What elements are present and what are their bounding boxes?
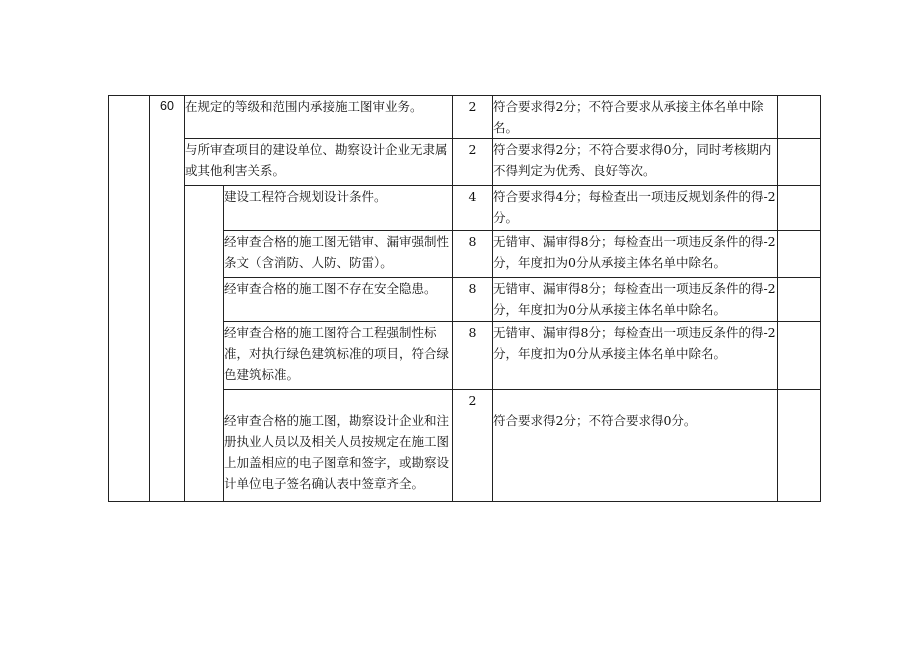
rule-cell: 符合要求得2分；不符合要求得0分。 (493, 390, 778, 502)
total-score-cell: 60 (150, 96, 185, 502)
assessment-table (108, 95, 821, 502)
rule-cell: 无错审、漏审得8分；每检查出一项违反条件的得-2分，年度扣为0分从承接主体名单中除名。 (493, 322, 778, 390)
remark-cell (778, 390, 821, 502)
table-row (109, 186, 821, 231)
table-row (109, 96, 821, 139)
item-cell: 经审查合格的施工图不存在安全隐患。 (224, 278, 453, 322)
rule-cell: 无错审、漏审得8分；每检查出一项违反条件的得-2分，年度扣为0分从承接主体名单中除名。 (493, 278, 778, 322)
remark-cell (778, 96, 821, 139)
item-cell: 与所审查项目的建设单位、勘察设计企业无隶属或其他利害关系。 (185, 139, 453, 186)
item-cell: 建设工程符合规划设计条件。 (224, 186, 453, 231)
item-cell: 在规定的等级和范围内承接施工图审业务。 (185, 96, 453, 139)
rule-cell: 无错审、漏审得8分；每检查出一项违反条件的得-2分，年度扣为0分从承接主体名单中除名。 (493, 231, 778, 278)
score-cell: 8 (453, 278, 493, 322)
score-cell: 8 (453, 231, 493, 278)
remark-cell (778, 186, 821, 231)
item-cell: 经审查合格的施工图符合工程强制性标准，对执行绿色建筑标准的项目，符合绿色建筑标准。 (224, 322, 453, 390)
remark-cell (778, 231, 821, 278)
score-cell: 4 (453, 186, 493, 231)
score-cell: 2 (453, 390, 493, 502)
rule-cell: 符合要求得2分；不符合要求得0分，同时考核期内不得判定为优秀、良好等次。 (493, 139, 778, 186)
rule-cell: 符合要求得2分；不符合要求从承接主体名单中除名。 (493, 96, 778, 139)
score-cell: 8 (453, 322, 493, 390)
rule-cell: 符合要求得4分；每检查出一项违反规划条件的得-2分。 (493, 186, 778, 231)
item-cell: 经审查合格的施工图，勘察设计企业和注册执业人员以及相关人员按规定在施工图上加盖相应的电子图章和签字，或勘察设计单位电子签名确认表中签章齐全。 (224, 390, 453, 502)
table-row (109, 139, 821, 186)
remark-cell (778, 278, 821, 322)
score-cell: 2 (453, 96, 493, 139)
remark-cell (778, 139, 821, 186)
category-cell (109, 96, 150, 502)
remark-cell (778, 322, 821, 390)
score-cell: 2 (453, 139, 493, 186)
subcategory-cell (185, 186, 224, 502)
item-cell: 经审查合格的施工图无错审、漏审强制性条文（含消防、人防、防雷）。 (224, 231, 453, 278)
